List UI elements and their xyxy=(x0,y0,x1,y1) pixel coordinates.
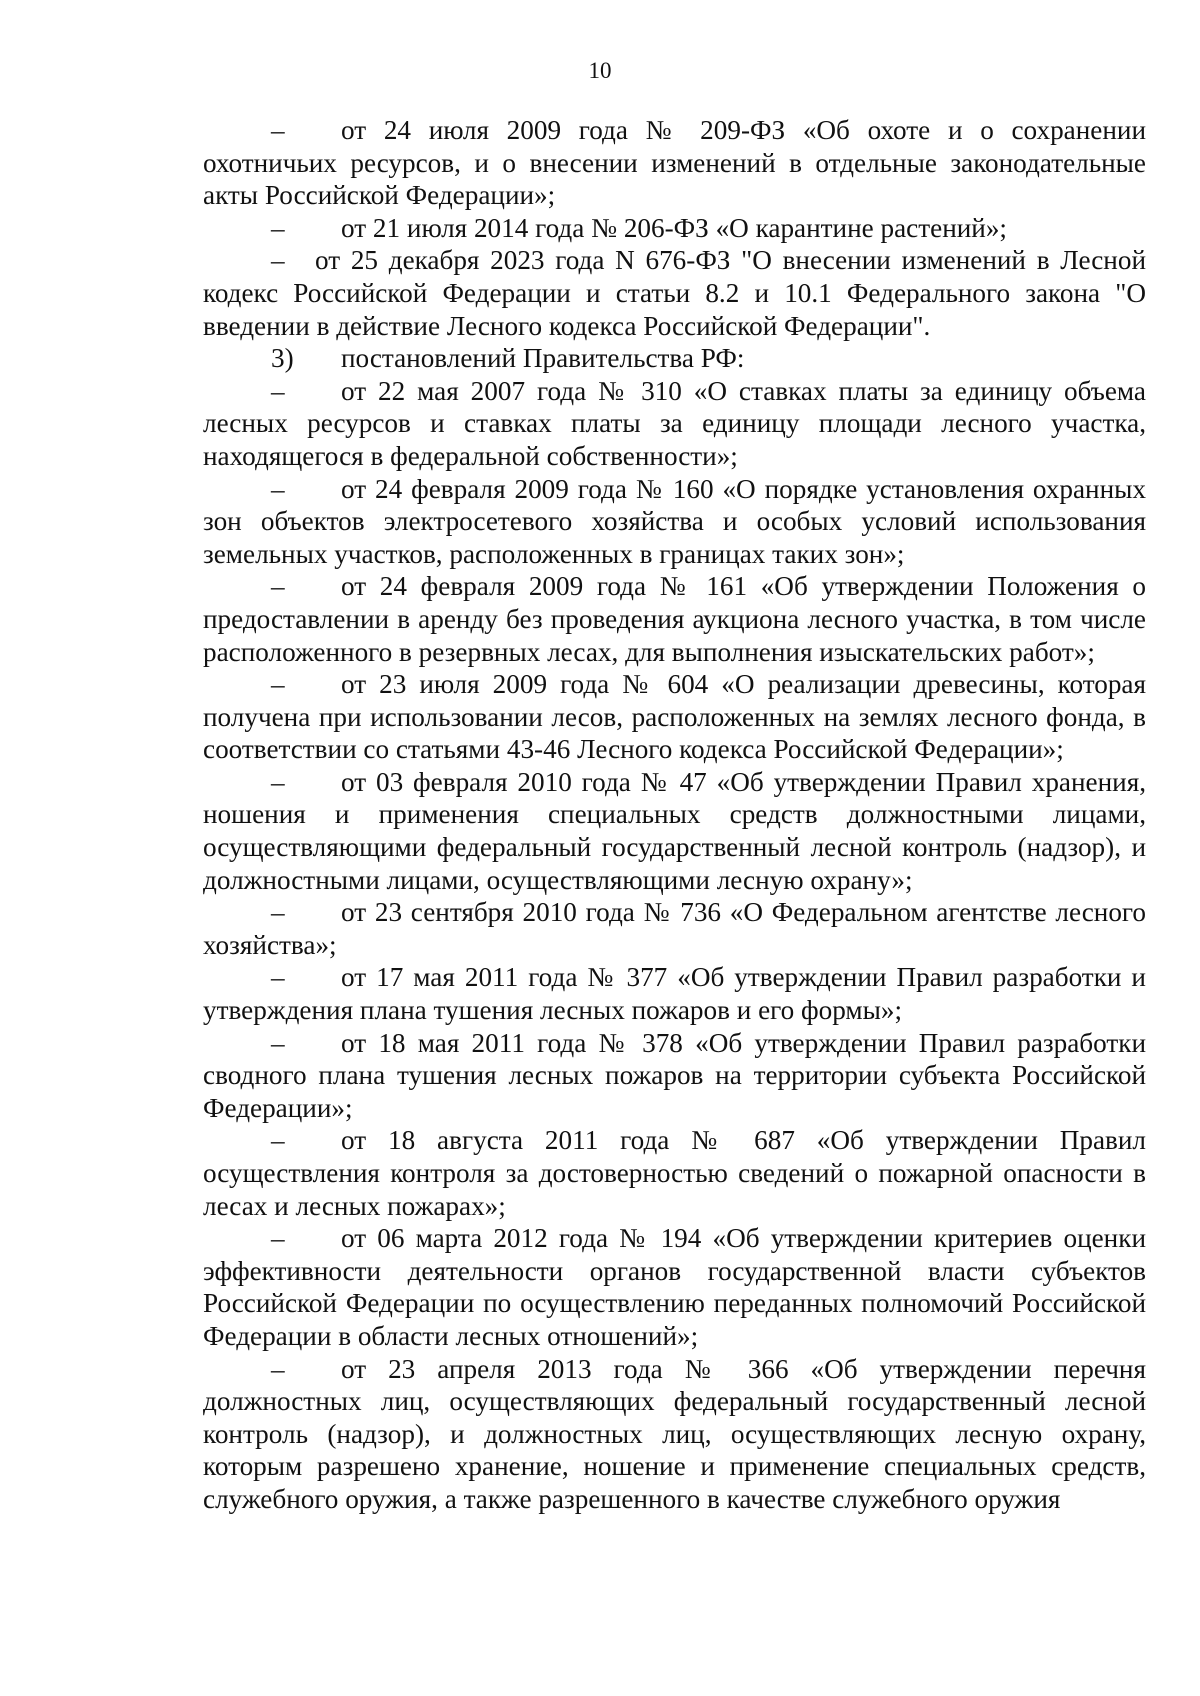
list-item xyxy=(203,1027,1146,1125)
list-marker: – xyxy=(271,115,285,145)
list-item xyxy=(203,375,1146,473)
page-number: 10 xyxy=(588,58,612,83)
list-marker: – xyxy=(271,766,285,797)
list-item xyxy=(203,244,1146,342)
list-item xyxy=(203,896,1146,961)
list-marker: – xyxy=(271,1027,285,1058)
list-item-text: от 24 июля 2009 года № 209-ФЗ «Об охоте и о сохранении охотничьих ресурсов, и о внесении изменений в отдельные законодательные акты Российской Федерации»; xyxy=(203,115,1146,211)
list-marker: – xyxy=(271,375,285,406)
list-item-text: от 25 декабря 2023 года N 676-ФЗ "О внесении изменений в Лесной кодекс Российской Федерации и статьи 8.2 и 10.1 Федерального закона "О введении в действие Лесного кодекса Российской Федерации". xyxy=(203,245,1146,341)
list-marker: – xyxy=(271,245,285,276)
list-item-text: от 06 марта 2012 года № 194 «Об утверждении критериев оценки эффективности деятельности органов государственной власти субъектов Российской Федерации по осуществлению переданных полномочий Российской Федерации в области лесных отношений»; xyxy=(203,1223,1146,1351)
list-item xyxy=(203,473,1146,571)
list-marker: – xyxy=(271,897,285,928)
list-item xyxy=(203,1124,1146,1222)
list-marker: – xyxy=(271,473,285,504)
list-item-text: от 18 мая 2011 года № 378 «Об утверждении Правил разработки сводного плана тушения лесных пожаров на территории субъекта Российской Федерации»; xyxy=(203,1027,1146,1123)
list-item xyxy=(203,668,1146,766)
list-marker: – xyxy=(271,1353,285,1384)
list-item-text: от 24 февраля 2009 года № 160 «О порядке установления охранных зон объектов электросетевого хозяйства и особых условий использования земельных участков, расположенных в границах таких зон»; xyxy=(203,473,1146,569)
list-item xyxy=(203,961,1146,1026)
section-number: 3) xyxy=(271,343,294,374)
list-marker: – xyxy=(271,212,285,243)
list-item-text: от 23 сентября 2010 года № 736 «О Федеральном агентстве лесного хозяйства»; xyxy=(203,897,1146,960)
list-item xyxy=(203,766,1146,896)
list-marker: – xyxy=(271,962,285,993)
list-item-text: от 18 августа 2011 года № 687 «Об утверждении Правил осуществления контроля за достоверностью сведений о пожарной опасности в лесах и лесных пожарах»; xyxy=(203,1125,1146,1221)
list-item xyxy=(203,1353,1146,1516)
list-item xyxy=(203,570,1146,668)
list-item-text: от 23 апреля 2013 года № 366 «Об утверждении перечня должностных лиц, осуществляющих федеральный государственный лесной контроль (надзор), и должностных лиц, осуществляющих лесную охрану, которым разрешено хранение, ношение и применение специальных средств, служебного оружия, а также разрешенного в качестве служебного оружия xyxy=(203,1353,1146,1514)
section-heading xyxy=(203,342,1146,375)
list-marker: – xyxy=(271,669,285,700)
list-marker: – xyxy=(271,1125,285,1156)
list-item-text: от 03 февраля 2010 года № 47 «Об утверждении Правил хранения, ношения и применения специальных средств должностными лицами, осуществляющими федеральный государственный лесной контроль (надзор), и должностными лицами, осуществляющими лесную охрану»; xyxy=(203,766,1146,895)
list-item xyxy=(203,114,1146,212)
list-marker: – xyxy=(271,1223,285,1254)
section-heading-text: постановлений Правительства РФ: xyxy=(341,343,745,374)
list-item xyxy=(203,212,1146,245)
list-item-text: от 23 июля 2009 года № 604 «О реализации древесины, которая получена при использовании лесов, расположенных на землях лесного фонда, в соответствии со статьями 43-46 Лесного кодекса Российской Федерации»; xyxy=(203,669,1146,765)
list-item xyxy=(203,1222,1146,1352)
list-marker: – xyxy=(271,571,285,602)
list-item-text: от 21 июля 2014 года № 206-ФЗ «О карантине растений»; xyxy=(341,212,1007,243)
list-item-text: от 17 мая 2011 года № 377 «Об утверждении Правил разработки и утверждения плана тушения лесных пожаров и его формы»; xyxy=(203,962,1146,1026)
list-item-text: от 22 мая 2007 года № 310 «О ставках платы за единицу объема лесных ресурсов и ставках платы за единицу площади лесного участка, находящегося в федеральной собственности»; xyxy=(203,375,1146,471)
list-item-text: от 24 февраля 2009 года № 161 «Об утверждении Положения о предоставлении в аренду без проведения аукциона лесного участка, в том числе расположенного в резервных лесах, для выполнения изыскательских работ»; xyxy=(203,571,1146,667)
document-body xyxy=(203,114,1146,1516)
